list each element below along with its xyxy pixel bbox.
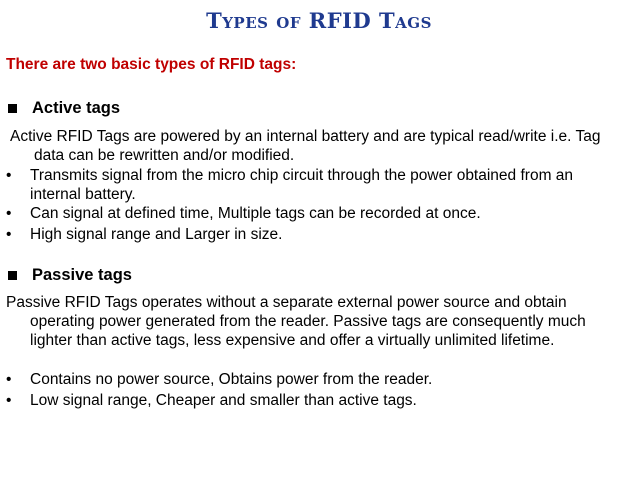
active-bullet-1-line-1: Transmits signal from the micro chip circuit through the power obtained from an [30,167,574,184]
square-bullet-icon [8,104,17,113]
bullet-icon: • [6,392,12,409]
active-bullet-1-line-2: internal battery. [30,186,136,203]
bullet-icon: • [6,371,12,388]
active-desc-line-2: data can be rewritten and/or modified. [34,147,295,164]
active-tags-description [10,127,600,165]
bullet-icon: • [6,205,12,222]
active-bullet-3: High signal range and Larger in size. [30,226,283,243]
bullet-icon: • [6,167,12,184]
list-item [6,204,481,223]
bullet-icon: • [6,226,12,243]
active-tags-heading [6,99,120,118]
passive-bullet-2: Low signal range, Cheaper and smaller than active tags. [30,392,417,409]
active-tags-heading-label: Active tags [32,99,121,117]
list-item [6,166,573,204]
passive-tags-heading-label: Passive tags [32,266,132,284]
active-desc-line-1: Active RFID Tags are powered by an internal battery and are typical read/write i.e. Tag [10,128,601,145]
passive-tags-description [6,293,586,350]
passive-desc-line-2: operating power generated from the reader. Passive tags are consequently much [30,313,586,330]
intro-text: There are two basic types of RFID tags: [6,56,297,73]
list-item [6,391,417,410]
active-bullet-2: Can signal at defined time, Multiple tags can be recorded at once. [30,205,481,222]
list-item [6,225,282,244]
slide-title: Types of RFID Tags [206,8,432,33]
passive-tags-heading [6,266,132,285]
passive-bullet-1: Contains no power source, Obtains power from the reader. [30,371,433,388]
passive-desc-line-1: Passive RFID Tags operates without a separate external power source and obtain [6,294,567,311]
passive-desc-line-3: lighter than active tags, less expensive and offer a virtually unlimited lifetime. [30,332,555,349]
list-item [6,370,432,389]
square-bullet-icon [8,271,17,280]
